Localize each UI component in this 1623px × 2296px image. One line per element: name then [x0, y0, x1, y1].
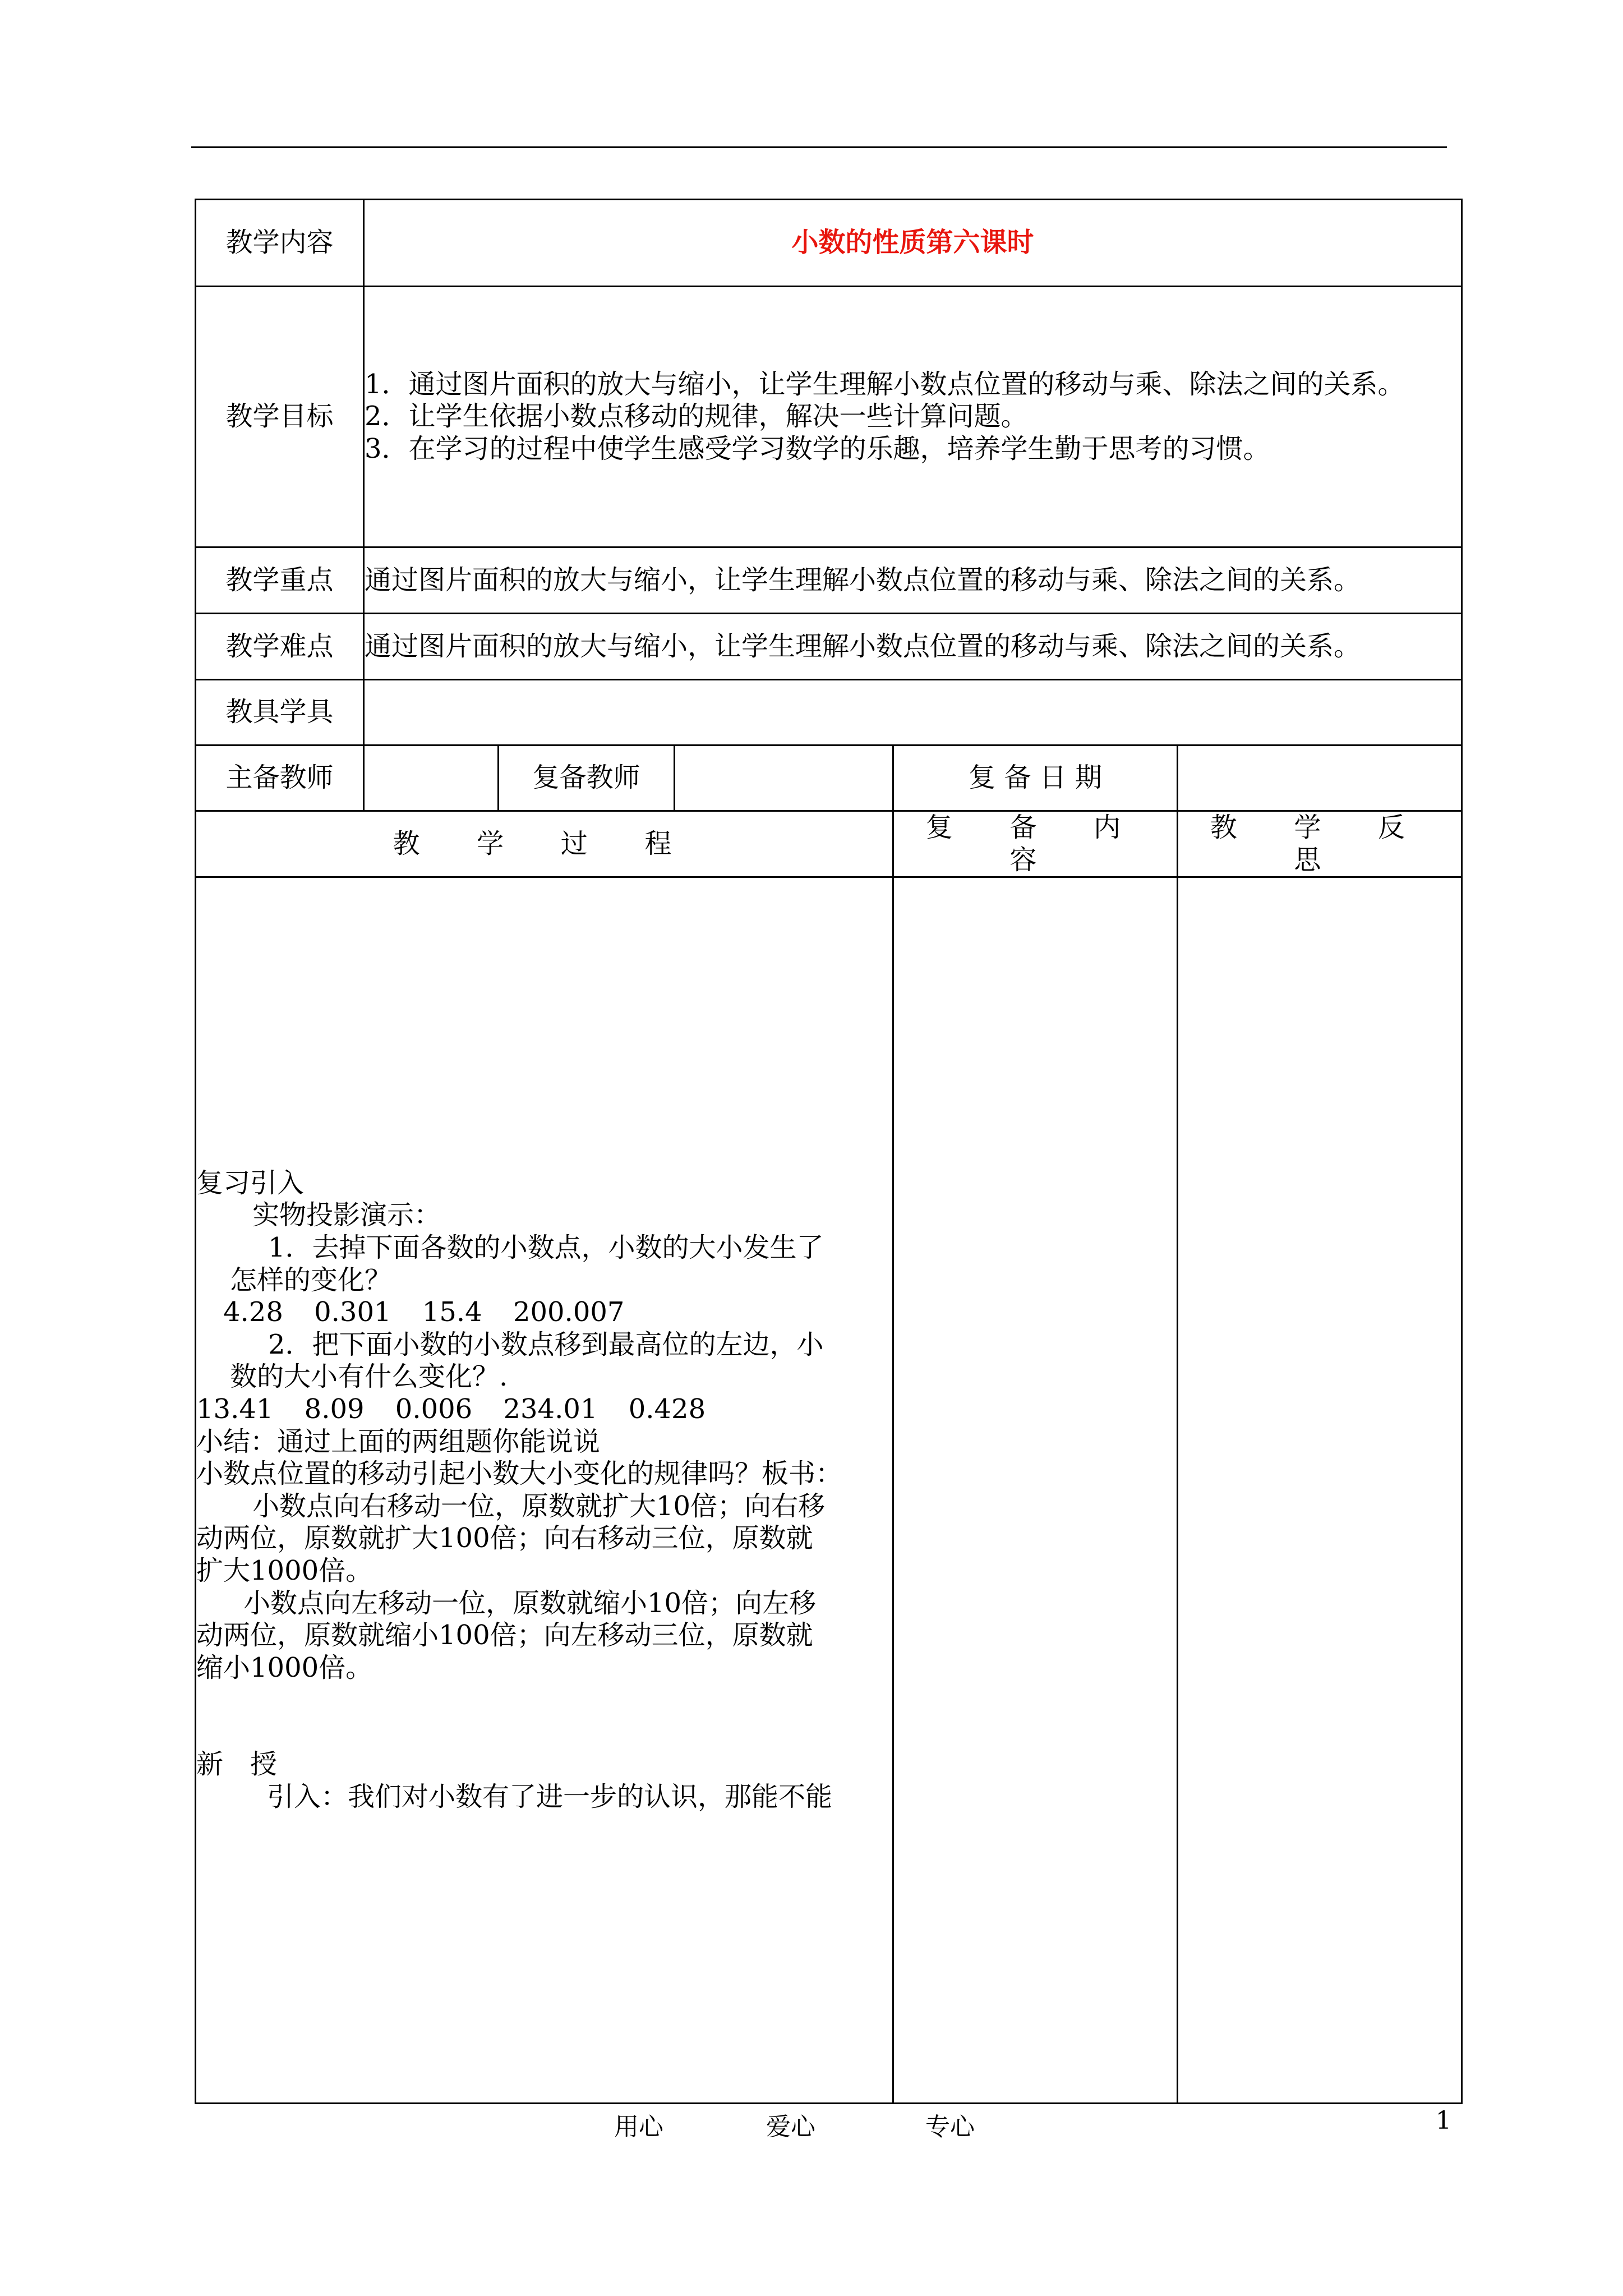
key-points-text: 通过图片面积的放大与缩小，让学生理解小数点位置的移动与乘、除法之间的关系。 — [364, 547, 1462, 614]
review-heading: 复习引入 — [196, 1167, 305, 1199]
lesson-title: 小数的性质第六课时 — [364, 200, 1462, 287]
main-teacher-value — [364, 746, 499, 811]
goal-item: 2．让学生依据小数点移动的规律，解决一些计算问题。 — [365, 401, 1028, 432]
label-co-teacher: 复备教师 — [499, 746, 675, 811]
footer-word-1: 用心 — [614, 2113, 663, 2141]
row-tools — [196, 680, 1462, 746]
summary-line: 小结：通过上面的两组题你能说说 — [196, 1425, 601, 1457]
numbers-set-2: 13.41 8.09 0.006 234.01 0.428 — [196, 1393, 706, 1425]
process-cell — [196, 877, 893, 2104]
new-lesson-heading: 新 授 — [196, 1749, 278, 1780]
rule-left-line-3: 缩小1000倍。 — [196, 1651, 373, 1683]
row-difficulties — [196, 614, 1462, 680]
lesson-plan-table — [195, 199, 1463, 2104]
rule-right-line-2: 动两位，原数就扩大100倍；向右移动三位，原数就 — [196, 1522, 813, 1554]
rule-right-line-1: 小数点向右移动一位，原数就扩大10倍；向右移 — [252, 1490, 826, 1522]
label-main-teacher: 主备教师 — [196, 746, 364, 811]
question-1-line-2: 怎样的变化？ — [230, 1264, 392, 1296]
rule-left-line-1: 小数点向左移动一位，原数就缩小10倍；向左移 — [243, 1587, 817, 1619]
row-process — [196, 877, 1462, 2104]
co-teacher-value — [675, 746, 893, 811]
rule-right-line-3: 扩大1000倍。 — [196, 1554, 373, 1586]
header-rule — [191, 146, 1447, 148]
footer-word-2: 爱心 — [766, 2113, 815, 2141]
demo-line: 实物投影演示： — [252, 1199, 441, 1231]
numbers-set-1: 4.28 0.301 15.4 200.007 — [223, 1296, 625, 1328]
page-number: 1 — [1436, 2106, 1451, 2135]
row-key-points — [196, 547, 1462, 614]
label-co-date: 复 备 日 期 — [893, 746, 1178, 811]
difficulties-text: 通过图片面积的放大与缩小，让学生理解小数点位置的移动与乘、除法之间的关系。 — [364, 614, 1462, 680]
row-content — [196, 200, 1462, 287]
row-section-headers — [196, 811, 1462, 877]
label-key-points: 教学重点 — [196, 547, 364, 614]
label-goals: 教学目标 — [196, 287, 364, 547]
co-date-value — [1178, 746, 1462, 811]
question-2-line-1: 2．把下面小数的小数点移到最高位的左边，小 — [268, 1328, 824, 1360]
co-content-cell — [893, 877, 1178, 2104]
label-tools: 教具学具 — [196, 680, 364, 746]
blank-line — [196, 1684, 892, 1749]
rule-left-line-2: 动两位，原数就缩小100倍；向左移动三位，原数就 — [196, 1619, 813, 1651]
header-process: 教 学 过 程 — [196, 811, 893, 877]
row-teachers — [196, 746, 1462, 811]
tools-value — [364, 680, 1462, 746]
goal-item: 1．通过图片面积的放大与缩小，让学生理解小数点位置的移动与乘、除法之间的关系。 — [365, 368, 1405, 400]
goal-item: 3．在学习的过程中使学生感受学习数学的乐趣，培养学生勤于思考的习惯。 — [365, 432, 1270, 464]
intro-line: 引入：我们对小数有了进一步的认识，那能不能 — [267, 1780, 833, 1812]
question-1-line-1: 1．去掉下面各数的小数点，小数的大小发生了 — [268, 1232, 824, 1264]
row-goals — [196, 287, 1462, 547]
question-2-line-2: 数的大小有什么变化？. — [230, 1361, 508, 1393]
label-content: 教学内容 — [196, 200, 364, 287]
header-co-content: 复 备 内 容 — [893, 811, 1178, 877]
footer-word-3: 专心 — [925, 2113, 975, 2141]
label-difficulties: 教学难点 — [196, 614, 364, 680]
reflection-cell — [1178, 877, 1462, 2104]
header-reflection: 教 学 反 思 — [1178, 811, 1462, 877]
goals-cell — [364, 287, 1462, 547]
rule-question: 小数点位置的移动引起小数大小变化的规律吗？板书： — [196, 1458, 843, 1490]
